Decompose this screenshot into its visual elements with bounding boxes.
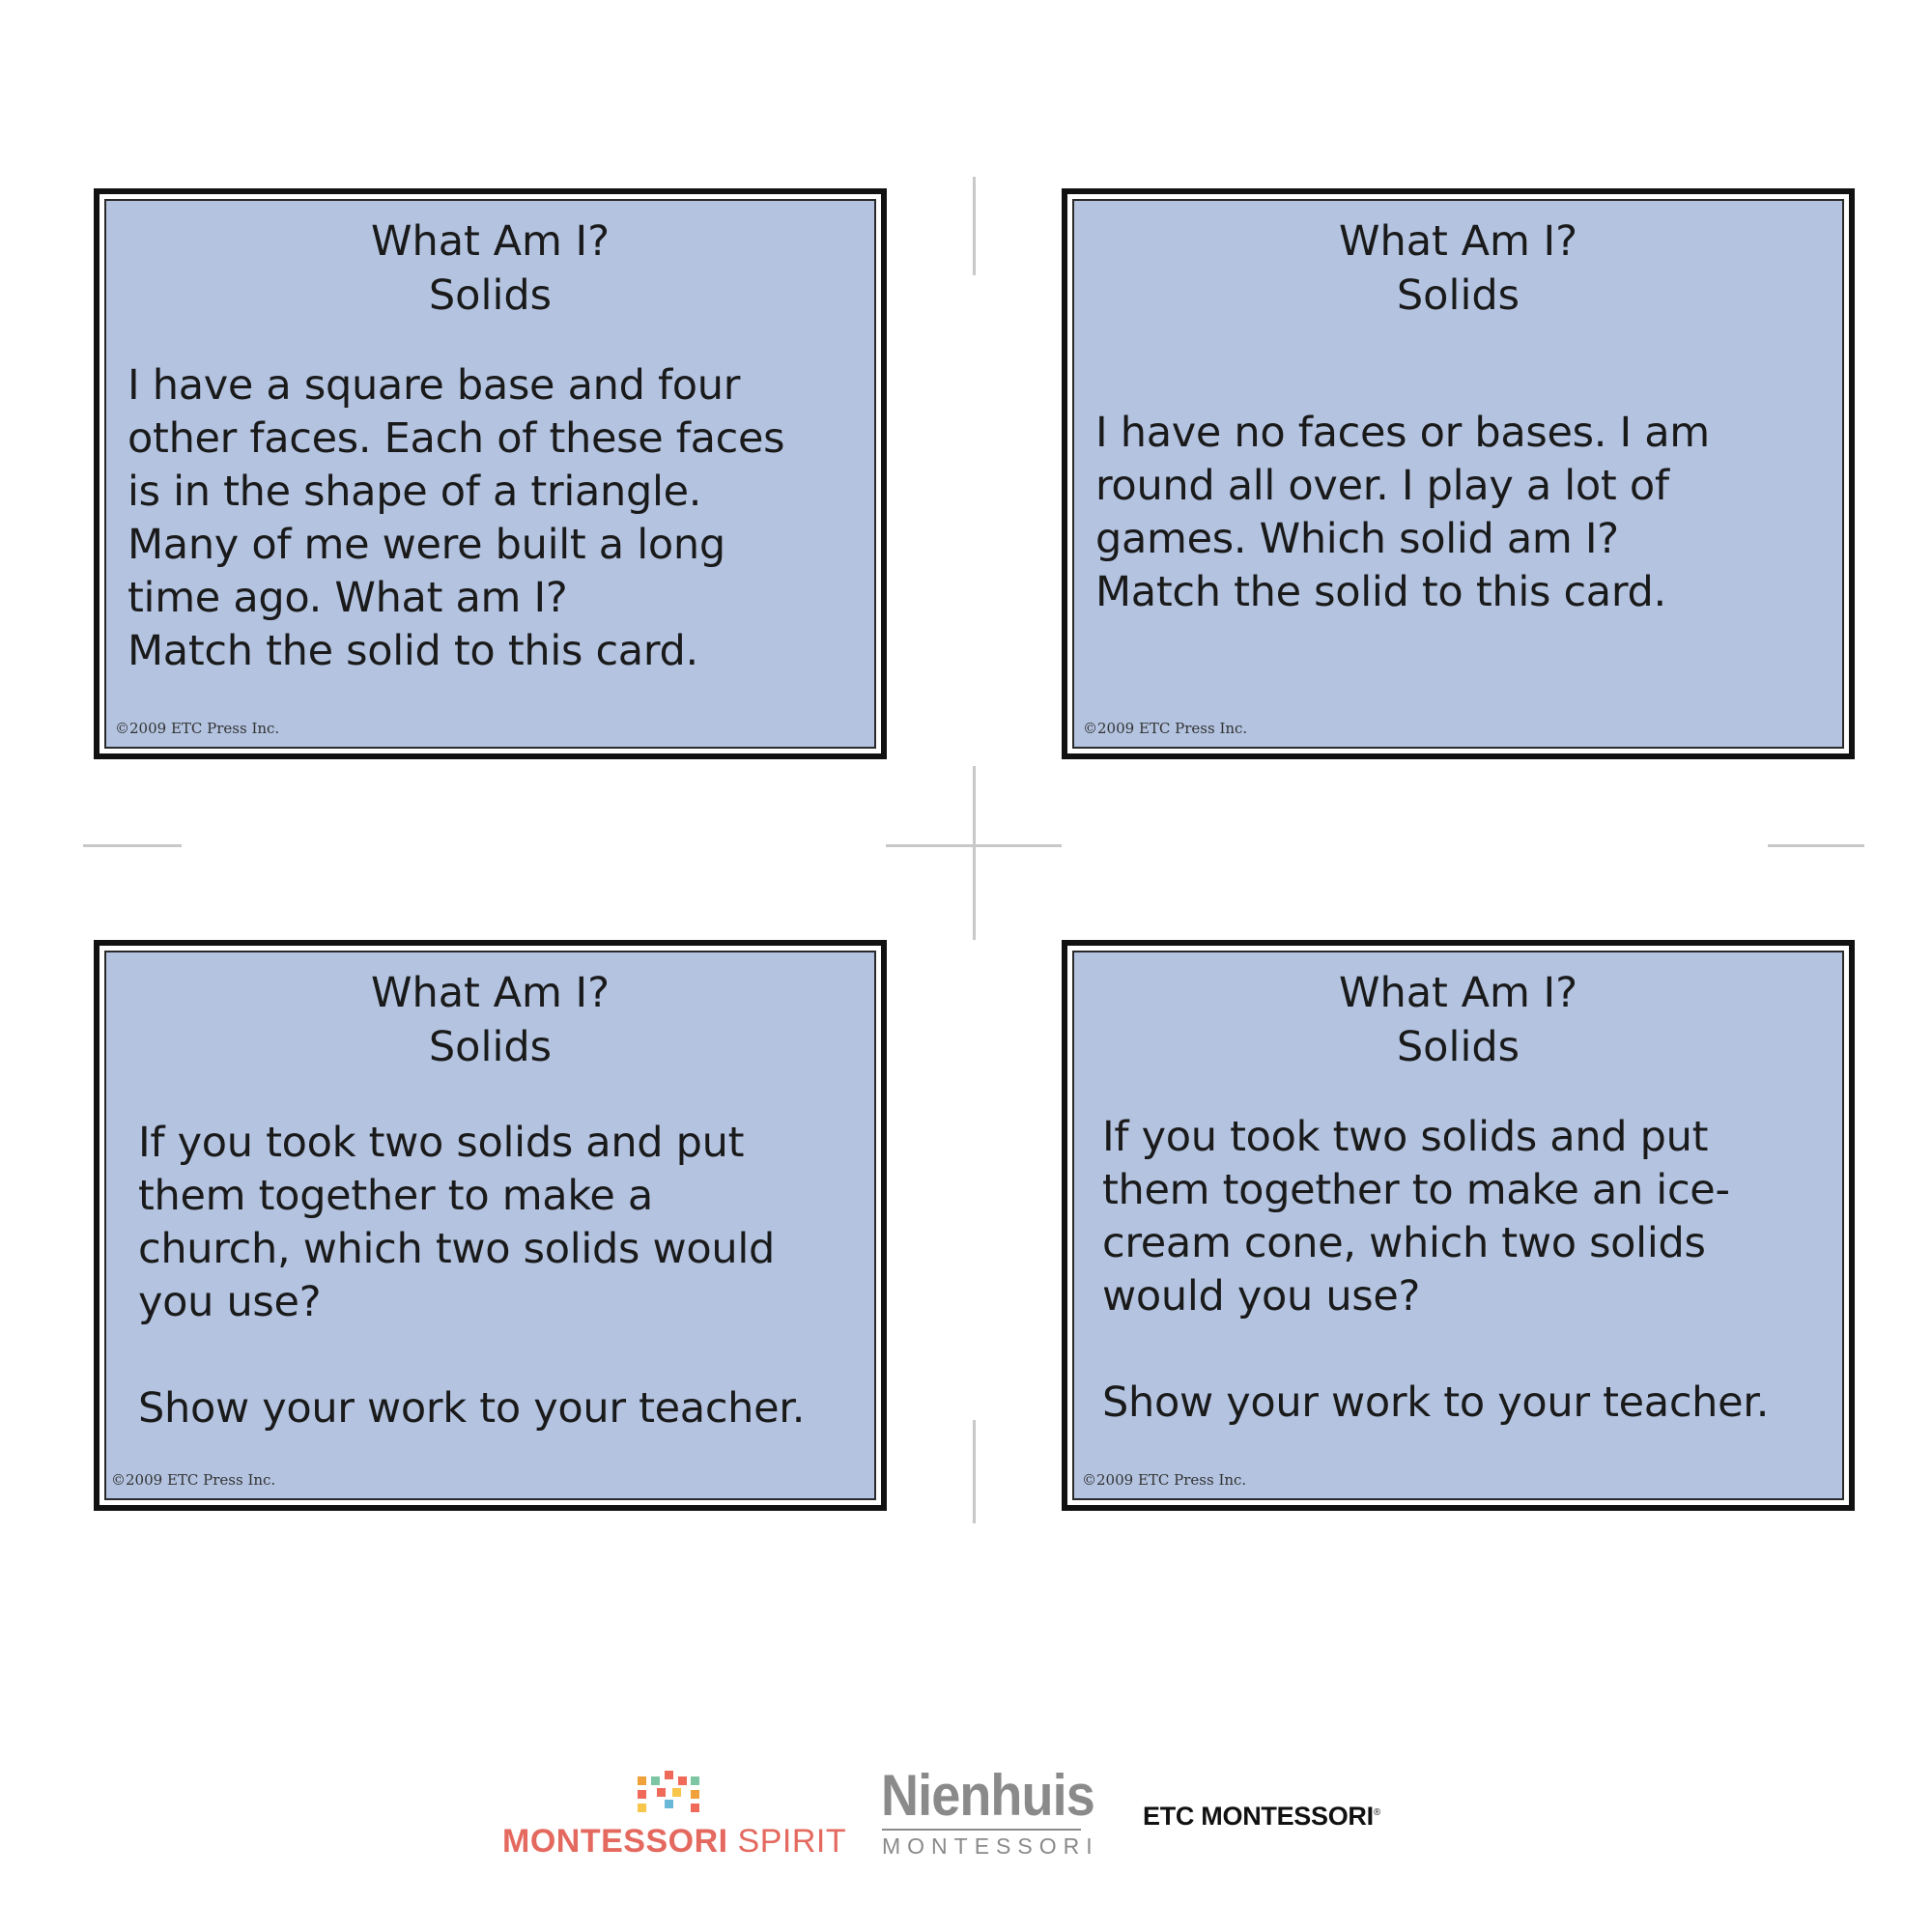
copyright-notice: ©2009 ETC Press Inc. bbox=[1082, 1471, 1247, 1489]
card-question bbox=[1095, 407, 1710, 619]
card-text-line: round all over. I play a lot of bbox=[1095, 462, 1669, 510]
card-text-line: Match the solid to this card. bbox=[128, 627, 698, 675]
copyright-notice: ©2009 ETC Press Inc. bbox=[1083, 720, 1248, 737]
paragraph-gap bbox=[1102, 1323, 1769, 1377]
card-text-line: time ago. What am I? bbox=[128, 574, 568, 622]
card-text-line: them together to make an ice- bbox=[1102, 1166, 1730, 1214]
paragraph-gap bbox=[138, 1329, 805, 1382]
etc-montessori-wordmark: ETC MONTESSORI bbox=[1143, 1802, 1374, 1831]
card-title: What Am I? bbox=[1338, 217, 1578, 266]
cut-line-left-horizontal bbox=[83, 844, 182, 847]
cut-line-center-horizontal bbox=[886, 844, 1062, 847]
card-text-line: If you took two solids and put bbox=[138, 1119, 745, 1167]
nienhuis-logo-rule bbox=[882, 1829, 1081, 1831]
card-subtitle: Solids bbox=[428, 271, 553, 320]
card-panel bbox=[1072, 199, 1844, 749]
card-subtitle: Solids bbox=[1396, 271, 1520, 320]
card-text-line: Many of me were built a long bbox=[128, 521, 725, 569]
card-heading bbox=[1074, 966, 1842, 1074]
card-text-line: I have a square base and four bbox=[128, 361, 741, 410]
card-title: What Am I? bbox=[370, 217, 611, 266]
card-text-line: you use? bbox=[138, 1278, 322, 1326]
card-subtitle: Solids bbox=[428, 1023, 553, 1071]
card-heading bbox=[106, 214, 874, 323]
card-heading bbox=[106, 966, 874, 1074]
nienhuis-logo-subtitle: MONTESSORI bbox=[882, 1833, 1099, 1859]
card-text-line: I have no faces or bases. I am bbox=[1095, 409, 1710, 457]
card-closing-line: Show your work to your teacher. bbox=[1102, 1378, 1770, 1427]
cut-line-bottom-vertical bbox=[973, 1420, 976, 1523]
card-text-line: Match the solid to this card. bbox=[1095, 568, 1666, 616]
card-text-line: is in the shape of a triangle. bbox=[128, 468, 702, 516]
card-panel bbox=[104, 199, 876, 749]
card-closing-line: Show your work to your teacher. bbox=[138, 1384, 806, 1433]
task-card-pyramid bbox=[94, 188, 887, 759]
card-title: What Am I? bbox=[370, 969, 611, 1017]
montessori-spirit-logo bbox=[502, 1823, 846, 1861]
card-text-line: would you use? bbox=[1102, 1272, 1421, 1321]
cut-line-right-horizontal bbox=[1768, 844, 1864, 847]
card-text-line: games. Which solid am I? bbox=[1095, 515, 1619, 563]
card-question bbox=[1102, 1111, 1769, 1430]
card-question bbox=[128, 359, 784, 678]
card-panel bbox=[1072, 951, 1844, 1500]
montessori-spirit-bold-text: MONTESSORI bbox=[502, 1823, 728, 1860]
card-question bbox=[138, 1117, 805, 1435]
card-panel bbox=[104, 951, 876, 1500]
card-title: What Am I? bbox=[1338, 969, 1578, 1017]
copyright-notice: ©2009 ETC Press Inc. bbox=[115, 720, 280, 737]
registered-mark: ® bbox=[1373, 1807, 1380, 1818]
card-subtitle: Solids bbox=[1396, 1023, 1520, 1071]
task-card-ice-cream-cone bbox=[1062, 940, 1855, 1511]
card-text-line: If you took two solids and put bbox=[1102, 1113, 1709, 1161]
card-text-line: cream cone, which two solids bbox=[1102, 1219, 1706, 1267]
brand-logo-strip bbox=[0, 1763, 1932, 1869]
card-text-line: them together to make a bbox=[138, 1172, 653, 1220]
cut-line-center-vertical bbox=[973, 766, 976, 940]
card-heading bbox=[1074, 214, 1842, 323]
cut-line-top-vertical bbox=[973, 177, 976, 275]
montessori-spirit-mark-icon bbox=[638, 1771, 699, 1813]
etc-montessori-logo bbox=[1143, 1802, 1380, 1832]
montessori-spirit-light-text: SPIRIT bbox=[737, 1823, 847, 1860]
nienhuis-logo-wordmark: Nienhuis bbox=[881, 1763, 1094, 1828]
card-text-line: church, which two solids would bbox=[138, 1225, 775, 1273]
task-card-church bbox=[94, 940, 887, 1511]
task-card-sphere bbox=[1062, 188, 1855, 759]
copyright-notice: ©2009 ETC Press Inc. bbox=[111, 1471, 276, 1489]
card-text-line: other faces. Each of these faces bbox=[128, 414, 785, 463]
